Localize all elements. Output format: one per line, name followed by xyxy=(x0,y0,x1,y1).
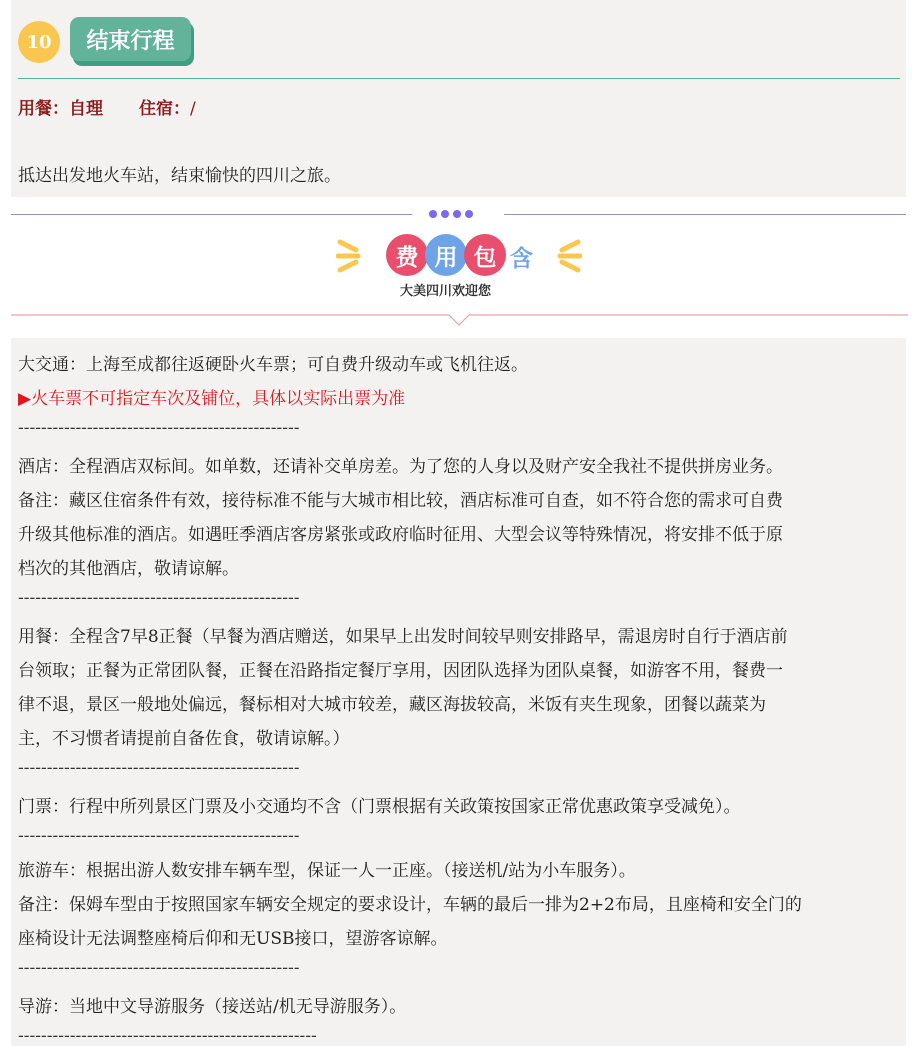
hotel-label: 住宿： xyxy=(139,99,190,119)
header-line-right xyxy=(504,214,906,215)
separator: ------------------------------------------------- xyxy=(18,826,300,846)
fee-line: 档次的其他酒店，敬请谅解。 xyxy=(18,559,239,579)
day-number-badge: 10 xyxy=(18,21,60,63)
fee-line: 导游：当地中文导游服务（接送站/机无导游服务）。 xyxy=(18,997,407,1017)
sparkle-right-icon xyxy=(556,238,582,274)
header-bottom-line xyxy=(11,314,908,326)
fees-content xyxy=(11,338,906,1046)
fee-line: 用餐：全程含7早8正餐（早餐为酒店赠送，如果早上出发时间较早则安排路早，需退房时自行于酒店前 xyxy=(18,627,788,647)
separator: ------------------------------------------------- xyxy=(18,958,300,978)
fee-line: 座椅设计无法调整座椅后仰和无USB接口，望游客谅解。 xyxy=(18,929,448,949)
fee-line: 门票：行程中所列景区门票及小交通均不含（门票根据有关政策按国家正常优惠政策享受减免）。 xyxy=(18,797,741,817)
header-char-fei: 费 xyxy=(386,234,428,276)
separator: ---------------------------------------------------- xyxy=(18,1026,317,1046)
fee-line: 升级其他标准的酒店。如遇旺季酒店客房紧张或政府临时征用、大型会议等特殊情况，将安排不低于原 xyxy=(18,525,783,545)
fee-line: 酒店：全程酒店双标间。如单数，还请补交单房差。为了您的人身以及财产安全我社不提供拼房业务。 xyxy=(18,457,783,477)
fee-line: 主，不习惯者请提前自备佐食，敬请谅解。） xyxy=(18,729,350,749)
header-char-bao: 包 xyxy=(464,234,506,276)
header-line-left xyxy=(11,214,412,215)
day-divider xyxy=(18,78,900,79)
fee-line: 旅游车：根据出游人数安排车辆车型，保证一人一正座。（接送机/站为小车服务）。 xyxy=(18,861,636,881)
header-char-yong: 用 xyxy=(425,234,467,276)
fee-line: 律不退，景区一般地处偏远，餐标相对大城市较差，藏区海拔较高，米饭有夹生现象，团餐以蔬菜为 xyxy=(18,695,766,715)
day-title: 结束行程 xyxy=(70,17,191,61)
header-subtitle: 大美四川欢迎您 xyxy=(400,284,492,299)
meals-value: 自理 xyxy=(69,99,103,119)
day-title-tag xyxy=(70,17,194,66)
sparkle-left-icon xyxy=(336,238,362,274)
separator: ------------------------------------------------- xyxy=(18,418,300,438)
day-description: 抵达出发地火车站，结束愉快的四川之旅。 xyxy=(18,166,341,186)
separator: ------------------------------------------------- xyxy=(18,758,300,778)
fee-line: 备注：藏区住宿条件有效，接待标准不能与大城市相比较，酒店标准可自查，如不符合您的需求可自费 xyxy=(18,491,783,511)
fee-line: 大交通：上海至成都往返硬卧火车票；可自费升级动车或飞机往返。 xyxy=(18,355,528,375)
fee-line: 台领取；正餐为正常团队餐，正餐在沿路指定餐厅享用，因团队选择为团队桌餐，如游客不用，餐费一 xyxy=(18,661,783,681)
header-char-han: 含 xyxy=(510,246,533,272)
hotel-value: / xyxy=(190,99,196,119)
header-dots xyxy=(429,210,477,220)
fee-line: 备注：保姆车型由于按照国家车辆安全规定的要求设计，车辆的最后一排为2+2布局，且座椅和安全门的 xyxy=(18,895,802,915)
separator: ------------------------------------------------- xyxy=(18,588,300,608)
fee-note-red: ▶火车票不可指定车次及铺位，具体以实际出票为准 xyxy=(18,389,406,409)
meals-label: 用餐： xyxy=(18,99,69,119)
day-meta xyxy=(18,94,196,119)
